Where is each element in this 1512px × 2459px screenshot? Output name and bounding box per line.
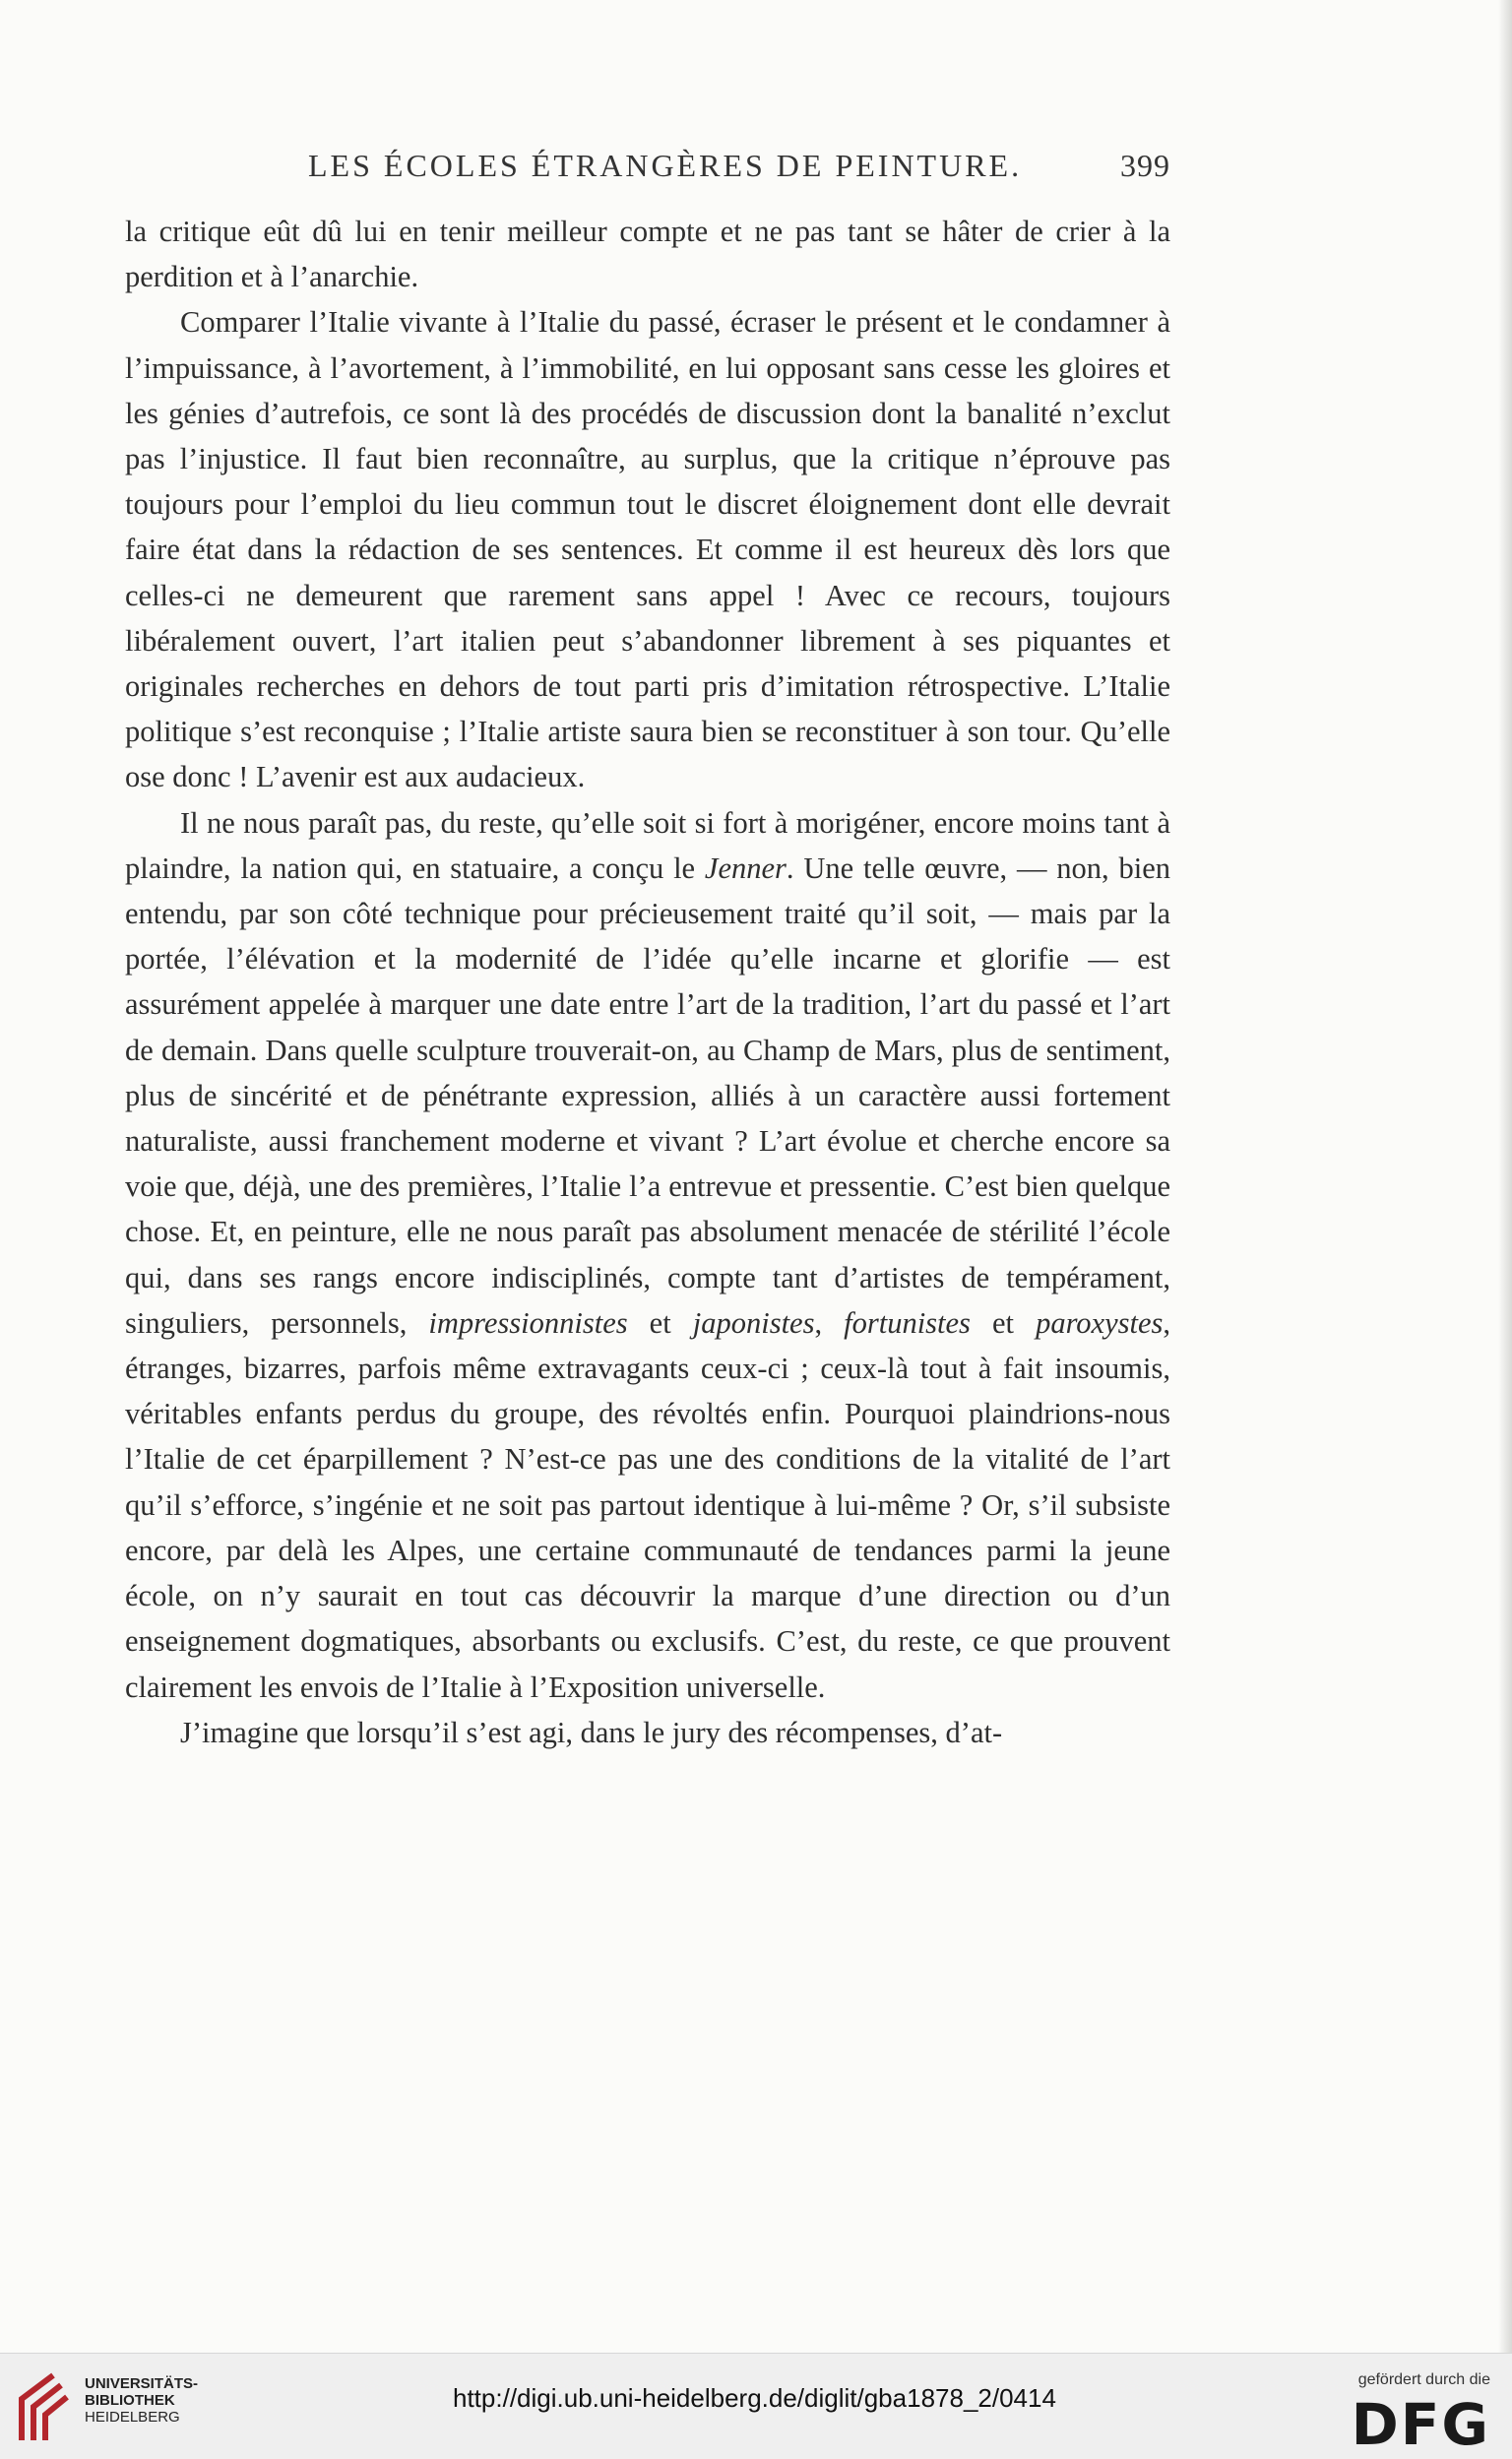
running-head — [125, 148, 1170, 191]
text-run: Il ne nous paraît pas, du reste, qu’elle soit si fort à morigéner, encore moins tant à plaindre, la nation qui, en statuaire, a conçu le — [125, 805, 1170, 885]
paragraph-3 — [125, 800, 1170, 1710]
library-line-2: BIBLIOTHEK — [85, 2392, 175, 2409]
paragraph-1 — [125, 209, 1170, 299]
text-run: la critique eût dû lui en tenir meilleur compte et ne pas tant se hâter de crier à la perdition et à l’anarchie. — [125, 215, 1170, 294]
permalink[interactable]: http://digi.ub.uni-heidelberg.de/diglit/gba1878_2/0414 — [453, 2383, 1056, 2413]
page-edge-shadow — [1498, 0, 1512, 2353]
text-run: . Une telle œuvre, — non, bien entendu, par son côté technique pour précieusement traité qu’il soit, — mais par la portée, l’élévation et la modernité de l’idée qu’elle incarne et glorifie — est assurément appelée à marquer une date entre l’art de la tradition, l’art du passé et l’art de demain. Dans quelle sculpture trouverait-on, au Champ de Mars, plus de sentiment, plus de sincérité et de pénétrante expression, alliés à un caractère aussi fortement naturaliste, aussi franchement moderne et vivant ? L’art évolue et cherche encore sa voie que, déjà, une des premières, l’Italie l’a entrevue et pressentie. C’est bien quelque chose. Et, en peinture, elle ne nous paraît pas absolument menacée de stérilité l’école qui, dans ses rangs encore indisciplinés, compte tant d’artistes de tempérament, singuliers, personnels, — [125, 851, 1170, 1340]
paragraph-4 — [125, 1710, 1170, 1755]
library-logo-icon — [14, 2371, 69, 2442]
viewer-footer — [0, 2353, 1512, 2459]
text-run: et — [627, 1305, 693, 1340]
running-head-title: LES ÉCOLES ÉTRANGÈRES DE PEINTURE. — [308, 148, 1023, 183]
italic-term: fortunistes — [844, 1305, 971, 1340]
text-run: Comparer l’Italie vivante à l’Italie du passé, écraser le présent et le condamner à l’impuissance, à l’avortement, à l’immobilité, en lui opposant sans cesse les gloires et les génies d’autrefois, ce sont là des procédés de discussion dont la banalité n’exclut pas l’injustice. Il faut bien reconnaître, au surplus, que la critique n’éprouve pas toujours pour l’emploi du lieu commun tout le discret éloignement dont elle devrait faire état dans la rédaction de ses sentences. Et comme il est heureux dès lors que celles-ci ne demeurent que rarement sans appel ! Avec ce recours, toujours libéralement ouvert, l’art italien peut s’abandonner librement à ses piquantes et originales recherches en dehors de tout parti pris d’imitation rétrospective. L’Italie politique s’est reconquise ; l’Italie artiste saura bien se reconstituer à son tour. Qu’elle ose donc ! L’avenir est aux audacieux. — [125, 305, 1170, 794]
text-run: J’imagine que lorsqu’il s’est agi, dans le jury des récompenses, d’at- — [180, 1715, 1003, 1749]
text-run: et — [970, 1305, 1037, 1340]
italic-term: japonistes — [692, 1305, 815, 1340]
italic-term: Jenner — [704, 851, 787, 885]
italic-term: paroxystes — [1036, 1305, 1164, 1340]
funding-caption: gefördert durch die — [1357, 2371, 1490, 2388]
paragraph-2 — [125, 299, 1170, 799]
library-line-1: UNIVERSITÄTS- — [85, 2375, 199, 2392]
library-name — [85, 2375, 198, 2426]
text-run: , — [814, 1305, 845, 1340]
dfg-logo: DFG — [1351, 2391, 1490, 2458]
library-line-3: HEIDELBERG — [85, 2409, 180, 2426]
italic-term: impressionnistes — [428, 1305, 628, 1340]
body-text — [125, 209, 1170, 1755]
text-run: , étranges, bizarres, parfois même extravagants ceux-ci ; ceux-là tout à fait insoumis, véritables enfants perdus du groupe, des révoltés enfin. Pourquoi plaindrions-nous l’Italie de cet éparpillement ? N’est-ce pas une des conditions de la vitalité de l’art qu’il s’efforce, s’ingénie et ne soit pas partout identique à lui-même ? Or, s’il subsiste encore, par delà les Alpes, une certaine communauté de tendances parmi la jeune école, on n’y saurait en tout cas découvrir la marque d’une direction ou d’un enseignement dogmatiques, absorbants ou exclusifs. C’est, du reste, ce que prouvent clairement les envois de l’Italie à l’Exposition universelle. — [125, 1305, 1170, 1704]
page-number: 399 — [1120, 148, 1170, 183]
